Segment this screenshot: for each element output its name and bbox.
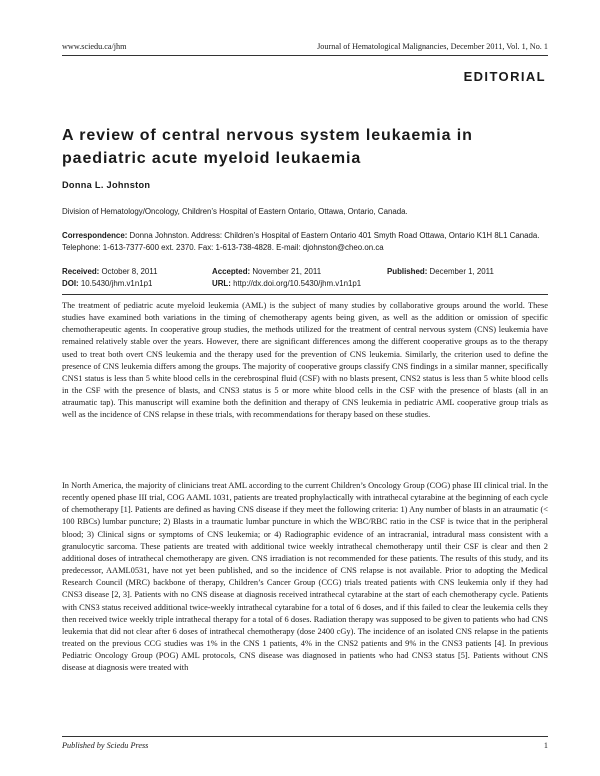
section-label: EDITORIAL (463, 69, 546, 84)
running-header (62, 42, 548, 54)
journal-citation: Journal of Hematological Malignancies, December 2011, Vol. 1, No. 1 (317, 42, 548, 51)
url-label: URL: (212, 278, 231, 288)
doi-label: DOI: (62, 278, 79, 288)
abstract-text: The treatment of pediatric acute myeloid leukemia (AML) is the subject of many studies by collaborative groups around the world. These studies have examined both variations in the timing of chemotherapy agents being given, as well as the addition or omission of specific chemotherapeutic agents. In cooperative group studies, the methods utilized for the treatment of central nervous system (CNS) leukemia have remained relatively stable over the years. However, there are significant differences among the different cooperative groups as to the therapy used to treat both overt CNS leukemia and the therapy used for the prevention of CNS leukemia. Similarly, the criterion used to define the presence of CNS leukemia differs among the groups. The majority of cooperative groups classify CNS findings in a similar manner, specifically CNS1 status is less than 5 white blood cells in the cerebrospinal fluid (CSF) with no blasts present, CNS2 status is less than 5 white blood cells in the CSF with the presence of blasts, and CNS3 status is 5 or more white blood cells in the CSF with the presence of blasts (all in an atraumatic tap). This manuscript will examine both the definition and therapy of CNS leukemia in pediatric AML cooperative group trials as well as the incidence of CNS relapse in these trials, with recommendations for therapy based on these studies. (62, 301, 548, 420)
article-dates (62, 266, 552, 289)
abstract-rule (62, 294, 548, 295)
footer-rule (62, 736, 548, 737)
journal-url[interactable]: www.sciedu.ca/jhm (62, 42, 127, 51)
page-number: 1 (543, 741, 548, 750)
received-label: Received: (62, 267, 100, 276)
publisher-name: Published by Sciedu Press (62, 741, 149, 750)
published-label: Published: (387, 267, 428, 276)
correspondence-block (62, 230, 550, 253)
article-title: A review of central nervous system leukaemia in paediatric acute myeloid leukaemia (62, 127, 473, 167)
accepted-date: November 21, 2011 (252, 267, 322, 276)
doi-url-link[interactable]: http://dx.doi.org/10.5430/jhm.v1n1p1 (233, 278, 362, 288)
author-name: Donna L. Johnston (62, 180, 151, 190)
author-affiliation: Division of Hematology/Oncology, Children’s Hospital of Eastern Ontario, Ottawa, Ontario, Canada. (62, 207, 408, 216)
body-paragraph: In North America, the majority of clinicians treat AML according to the current Children’s Oncology Group (COG) phase III clinical trial. In the recently opened phase III trial, COG AAML 1031, patients are treated prophylactically with intrathecal cytarabine at the beginning of each cycle of chemotherapy [1]. Patients are defined as having CNS disease if they meet the following criteria: 1) Any number of blasts in an atraumatic (< 100 RBCs) lumbar puncture; 2) Blasts in a traumatic lumbar puncture in which the WBC/RBC ratio in the CSF is twice that in the peripheral blood; 3) Clinical signs or symptoms of CNS leukemia; or 4) Radiographic evidence of an intracranial, intradural mass consistent with a granulocytic sarcoma. These patients are treated with additional twice weekly intrathecal chemotherapy until their CSF is clear and then 2 additional doses of intrathecal chemotherapy are given. CNS irradiation is not recommended for these patients. The results of this study, and its predecessor, AAML0531, have not yet been published, and so the incidence of CNS relapse is not available. Prior to adopting the Medical Research Council (MRC) backbone of therapy, Children’s Cancer Group (CCG) trials treated patients with CNS leukemia only if they had CNS3 disease [2, 3]. Patients with no CNS disease at diagnosis received intrathecal cytarabine at the start of each chemotherapy cycle. Patients with CNS3 status received additional twice-weekly intrathecal cytarabine for a total of 6 doses, and if this failed to clear the leukemia cells they then received twice weekly triple intrathecal therapy for a total of 6 doses. Radiation therapy was supposed to be given to patients who had CNS leukemia that did not clear after 6 doses of intrathecal chemotherapy (dose 2400 cGy). The incidence of an isolated CNS relapse in the patients treated on the previous CCG studies was 1% in the CNS 1 patients, 4% in the CNS2 patients and 9% in the CNS3 patients [4]. In previous Pediatric Oncology Group (POG) AML protocols, CNS disease was diagnosed in patients who had CNS3 status [5]. Patients without CNS disease at diagnosis were treated with (62, 481, 548, 673)
correspondence-label: Correspondence: (62, 231, 128, 240)
doi-value[interactable]: 10.5430/jhm.v1n1p1 (80, 278, 153, 288)
header-rule (62, 55, 548, 56)
received-date: October 8, 2011 (101, 267, 158, 276)
accepted-label: Accepted: (212, 267, 251, 276)
correspondence-text: Donna Johnston. Address: Children’s Hospital of Eastern Ontario 401 Smyth Road Ottawa, Ontario K1H 8L1 Canada. Telephone: 1-613-7377-600 ext. 2370. Fax: 1-613-738-4828. E-mail: djohnston@cheo.on.ca (62, 231, 540, 252)
published-date: December 1, 2011 (429, 267, 494, 276)
